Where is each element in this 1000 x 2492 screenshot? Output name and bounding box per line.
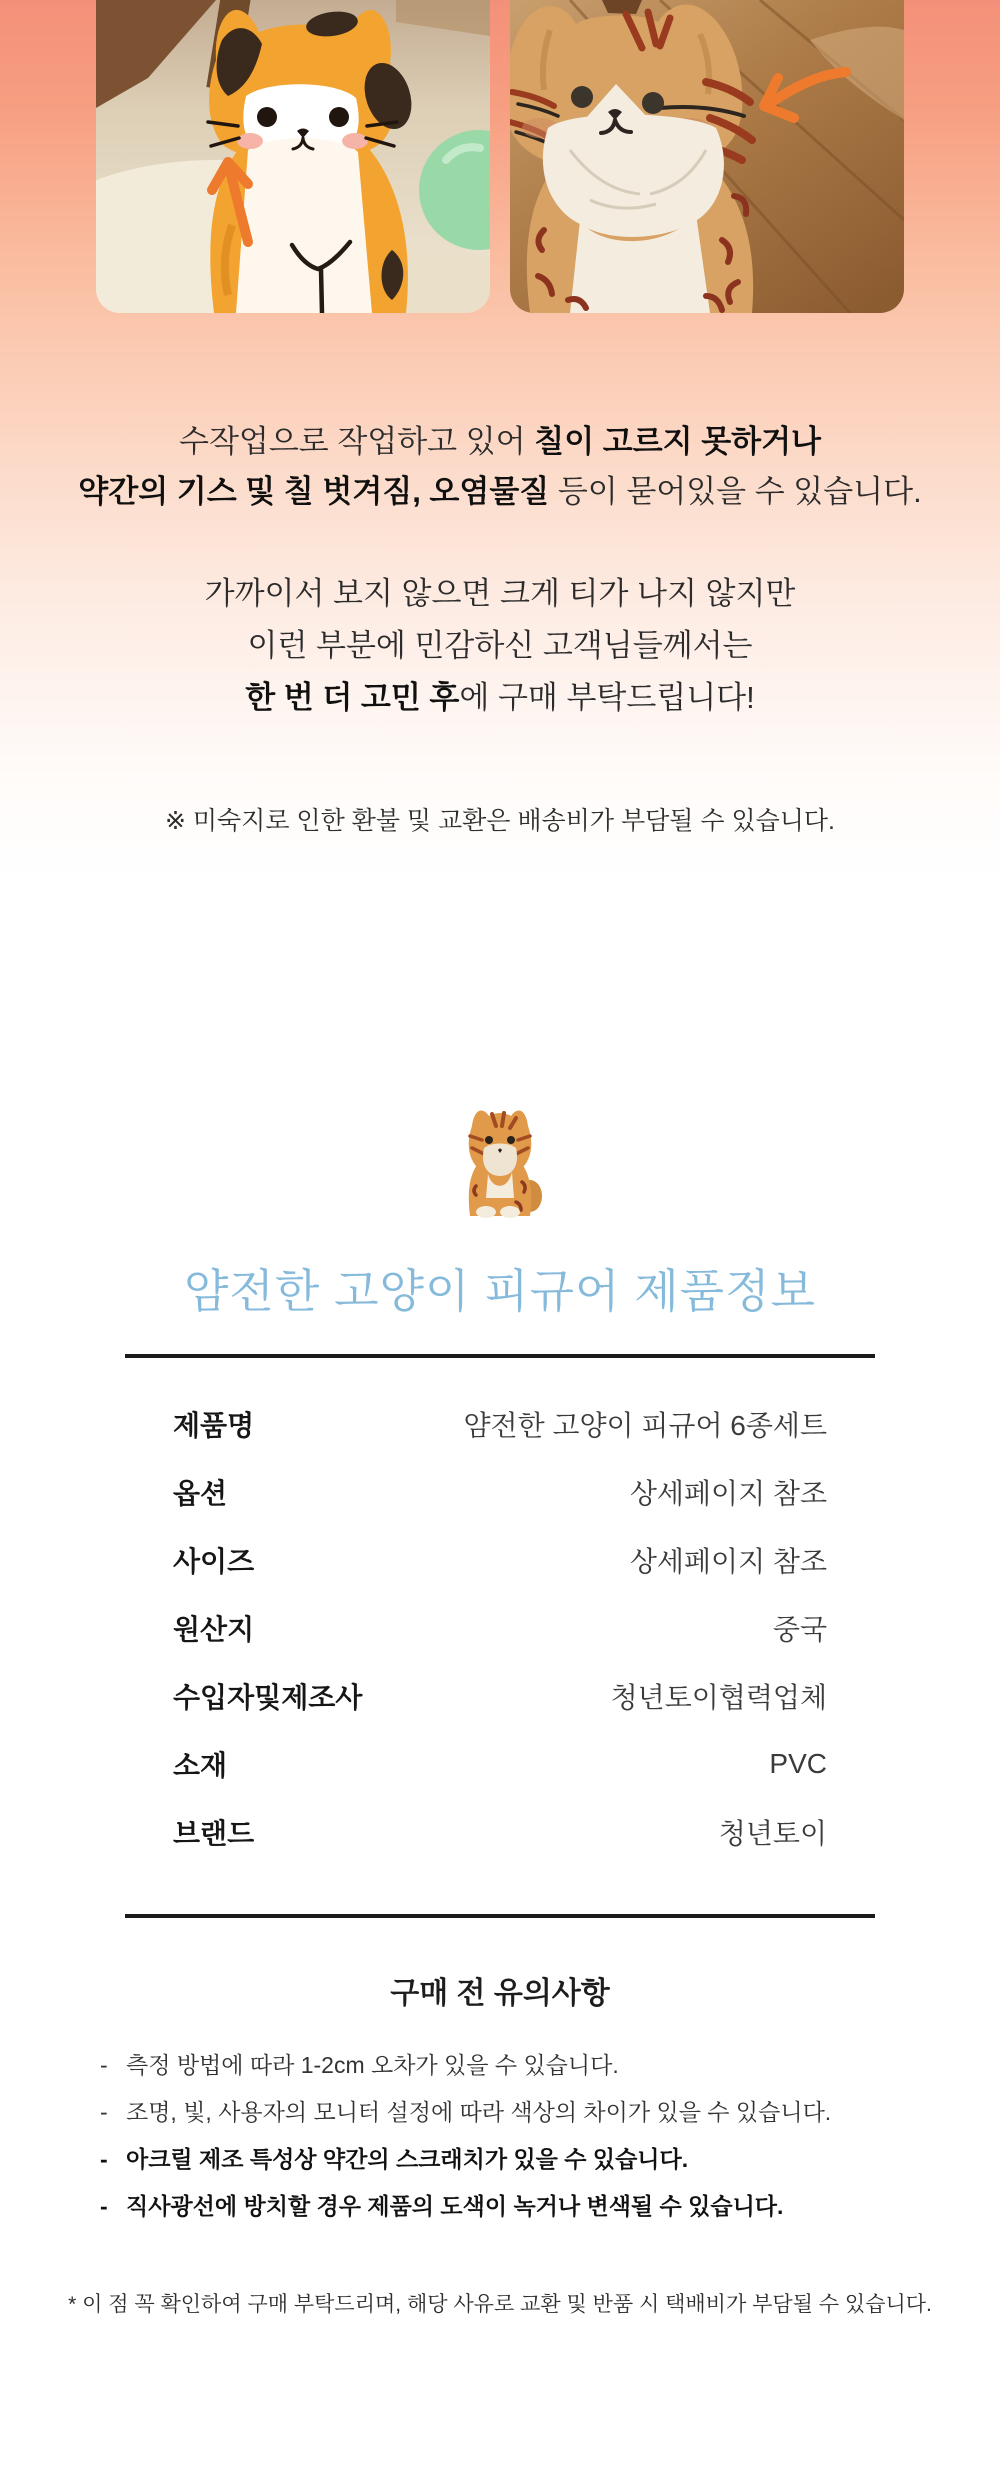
table-row [173, 1662, 827, 1730]
handmade-notice-line1: 수작업으로 작업하고 있어 칠이 고르지 못하거나 [179, 424, 821, 459]
row-label: 원산지 [173, 1614, 255, 1645]
calico-cat-photo-illustration [96, 0, 490, 313]
row-value: 청년토이협력업체 [610, 1682, 827, 1713]
product-photo-leopard-cat [510, 0, 904, 313]
purchase-note-item [100, 2136, 920, 2183]
cat-figurine-icon [456, 1098, 544, 1218]
row-label: 제품명 [173, 1410, 255, 1441]
row-value: 중국 [772, 1614, 827, 1645]
product-info-title: 얌전한 고양이 피규어 제품정보 [183, 1265, 816, 1317]
row-label: 수입자및제조사 [173, 1682, 363, 1713]
row-value: 상세페이지 참조 [629, 1546, 827, 1577]
purchase-note-item [100, 2042, 920, 2089]
sensitivity-notice-line1: 가까이서 보지 않으면 크게 티가 나지 않지만 [204, 576, 796, 611]
table-row [173, 1798, 827, 1866]
sensitivity-notice-line2: 이런 부분에 민감하신 고객님들께서는 [247, 628, 753, 663]
divider-bottom [125, 1914, 875, 1918]
purchase-notes-list [100, 2042, 920, 2230]
product-info-table [125, 1390, 875, 1866]
note-text: 직사광선에 방치할 경우 제품의 도색이 녹거나 변색될 수 있습니다. [126, 2193, 784, 2219]
divider-top [125, 1354, 875, 1358]
row-value: 청년토이 [718, 1818, 827, 1849]
note-text: 측정 방법에 따라 1-2cm 오차가 있을 수 있습니다. [126, 2052, 619, 2078]
table-row [173, 1730, 827, 1798]
row-label: 옵션 [173, 1478, 228, 1509]
leopard-cat-photo-illustration [510, 0, 904, 313]
handmade-notice [0, 417, 1000, 517]
bullet-dash: - [100, 2146, 108, 2172]
note-text: 조명, 빛, 사용자의 모니터 설정에 따라 색상의 차이가 있을 수 있습니다. [126, 2099, 832, 2125]
sensitivity-notice-line3: 한 번 더 고민 후에 구매 부탁드립니다! [245, 680, 755, 715]
bullet-dash: - [100, 2193, 108, 2219]
purchase-footnote: * 이 점 꼭 확인하여 구매 부탁드리며, 해당 사유로 교환 및 반품 시 택배비가 부담될 수 있습니다. [68, 2293, 932, 2316]
leopard-cat-figurine [510, 0, 753, 313]
row-value: 상세페이지 참조 [629, 1478, 827, 1509]
sensitivity-notice [0, 568, 1000, 724]
row-value: PVC [769, 1748, 827, 1779]
bullet-dash: - [100, 2099, 108, 2125]
row-value: 얌전한 고양이 피규어 6종세트 [463, 1410, 827, 1441]
purchase-notes-heading: 구매 전 유의사항 [390, 1977, 610, 2010]
bullet-dash: - [100, 2052, 108, 2078]
row-label: 사이즈 [173, 1546, 255, 1577]
shipping-fee-note: ※ 미숙지로 인한 환불 및 교환은 배송비가 부담될 수 있습니다. [164, 807, 835, 835]
table-row [173, 1526, 827, 1594]
row-label: 브랜드 [173, 1818, 255, 1849]
product-photo-calico-cat [96, 0, 490, 313]
row-label: 소재 [173, 1750, 228, 1781]
purchase-note-item [100, 2089, 920, 2136]
table-row [173, 1458, 827, 1526]
note-text: 아크릴 제조 특성상 약간의 스크래치가 있을 수 있습니다. [126, 2146, 689, 2172]
handmade-notice-line2: 약간의 기스 및 칠 벗겨짐, 오염물질 등이 묻어있을 수 있습니다. [78, 474, 922, 509]
table-row [173, 1594, 827, 1662]
purchase-note-item [100, 2183, 920, 2230]
table-row [173, 1390, 827, 1458]
